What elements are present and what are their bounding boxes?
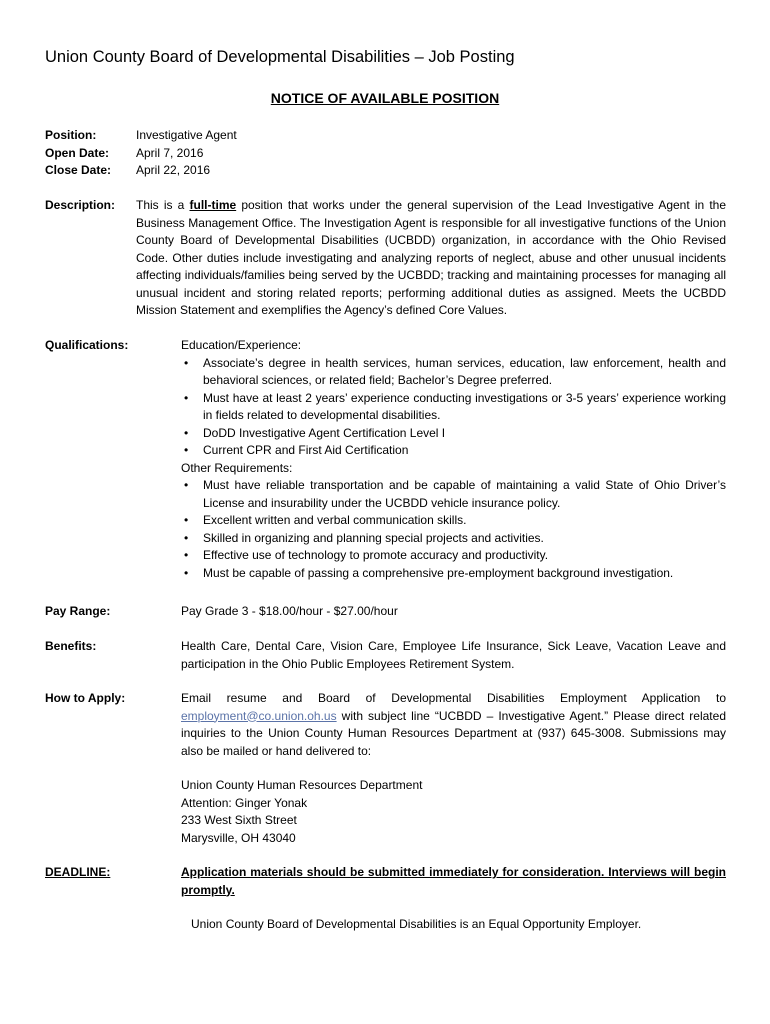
list-item: • Associate’s degree in health services, human services, education, law enforcement, health and behavioral sciences, or related field; Bachelor’s Degree preferred. [181, 355, 726, 390]
address-line: Attention: Ginger Yonak [181, 795, 308, 810]
list-item: • Effective use of technology to promote accuracy and productivity. [181, 547, 726, 565]
open-date-label: Open Date: [45, 146, 110, 160]
document-title: Union County Board of Developmental Disabilities – Job Posting [45, 48, 515, 66]
close-date-label: Close Date: [45, 163, 112, 177]
address-line: 233 West Sixth Street [181, 813, 297, 827]
position-label: Position: [45, 128, 97, 142]
other-requirements-heading: Other Requirements: [181, 460, 293, 475]
description-text-rest: position that works under the general supervision of the Lead Investigative Agent in the Business Management Office. The Investigation Agent is responsible for all investigative functions of the Union County Board of Developmental Disabilities (UCBDD) organization, in accordance with the Ohio Revised Code. Other duties include investigating and analyzing reports of neglect, abuse and other unusual incidents affecting individuals/families being served by the UCBDD; tracking and maintaining processes for managing all unusual incident and storing related reports; performing additional duties as assigned. Meets the UCBDD Mission Statement and exemplifies the Agency’s defined Core Values. [136, 198, 727, 317]
address-line: Union County Human Resources Department [181, 778, 423, 792]
email-link[interactable]: employment@co.union.oh.us [181, 708, 337, 723]
description-text-start: This is a [136, 198, 190, 212]
qualifications-label: Qualifications: [45, 338, 129, 352]
list-item: • DoDD Investigative Agent Certification Level I [181, 425, 726, 443]
other-requirements-list [181, 477, 726, 582]
how-to-apply-text [181, 690, 726, 760]
benefits-text: Health Care, Dental Care, Vision Care, Employee Life Insurance, Sick Leave, Vacation Leave and participation in the Ohio Public Employees Retirement System. [181, 639, 726, 671]
description-text [136, 197, 726, 320]
description-label: Description: [45, 198, 116, 212]
benefits-label: Benefits: [45, 639, 97, 653]
education-heading: Education/Experience: [181, 338, 302, 352]
list-item: • Must have at least 2 years’ experience conducting investigations or 3-5 years’ experience working in fields related to developmental disabilities. [181, 390, 726, 425]
list-item: • Must be capable of passing a comprehensive pre-employment background investigation. [181, 565, 726, 583]
list-item: • Excellent written and verbal communication skills. [181, 512, 726, 530]
close-date-value: April 22, 2016 [136, 163, 211, 177]
notice-heading: NOTICE OF AVAILABLE POSITION [270, 90, 500, 106]
apply-text-rest: with subject line “UCBDD – Investigative Agent.” Please direct related inquiries to the Union County Human Resources Department at (937) 645-3008. Submissions may also be mailed or hand delivered to: [181, 708, 726, 758]
deadline-label: DEADLINE: [45, 865, 111, 879]
mailing-address [181, 777, 726, 847]
deadline-text: Application materials should be submitted immediately for consideration. Interviews will begin promptly. [181, 865, 726, 897]
address-line: Marysville, OH 43040 [181, 830, 296, 845]
education-list [181, 355, 726, 460]
apply-text-start: Email resume and Board of Developmental Disabilities Employment Application to [181, 691, 726, 705]
open-date-value: April 7, 2016 [136, 146, 204, 160]
pay-range-value: Pay Grade 3 - $18.00/hour - $27.00/hour [181, 604, 398, 618]
qualifications-block [181, 337, 726, 582]
list-item: • Current CPR and First Aid Certification [181, 442, 726, 460]
full-time-emphasis: full-time [189, 198, 237, 212]
list-item: • Skilled in organizing and planning special projects and activities. [181, 530, 726, 548]
pay-range-label: Pay Range: [45, 604, 111, 618]
how-to-apply-label: How to Apply: [45, 691, 126, 705]
list-item: • Must have reliable transportation and be capable of maintaining a valid State of Ohio Driver’s License and insurability under the UCBDD vehicle insurance policy. [181, 477, 726, 512]
position-value: Investigative Agent [136, 128, 237, 142]
equal-opportunity-statement: Union County Board of Developmental Disabilities is an Equal Opportunity Employer. [191, 917, 642, 931]
